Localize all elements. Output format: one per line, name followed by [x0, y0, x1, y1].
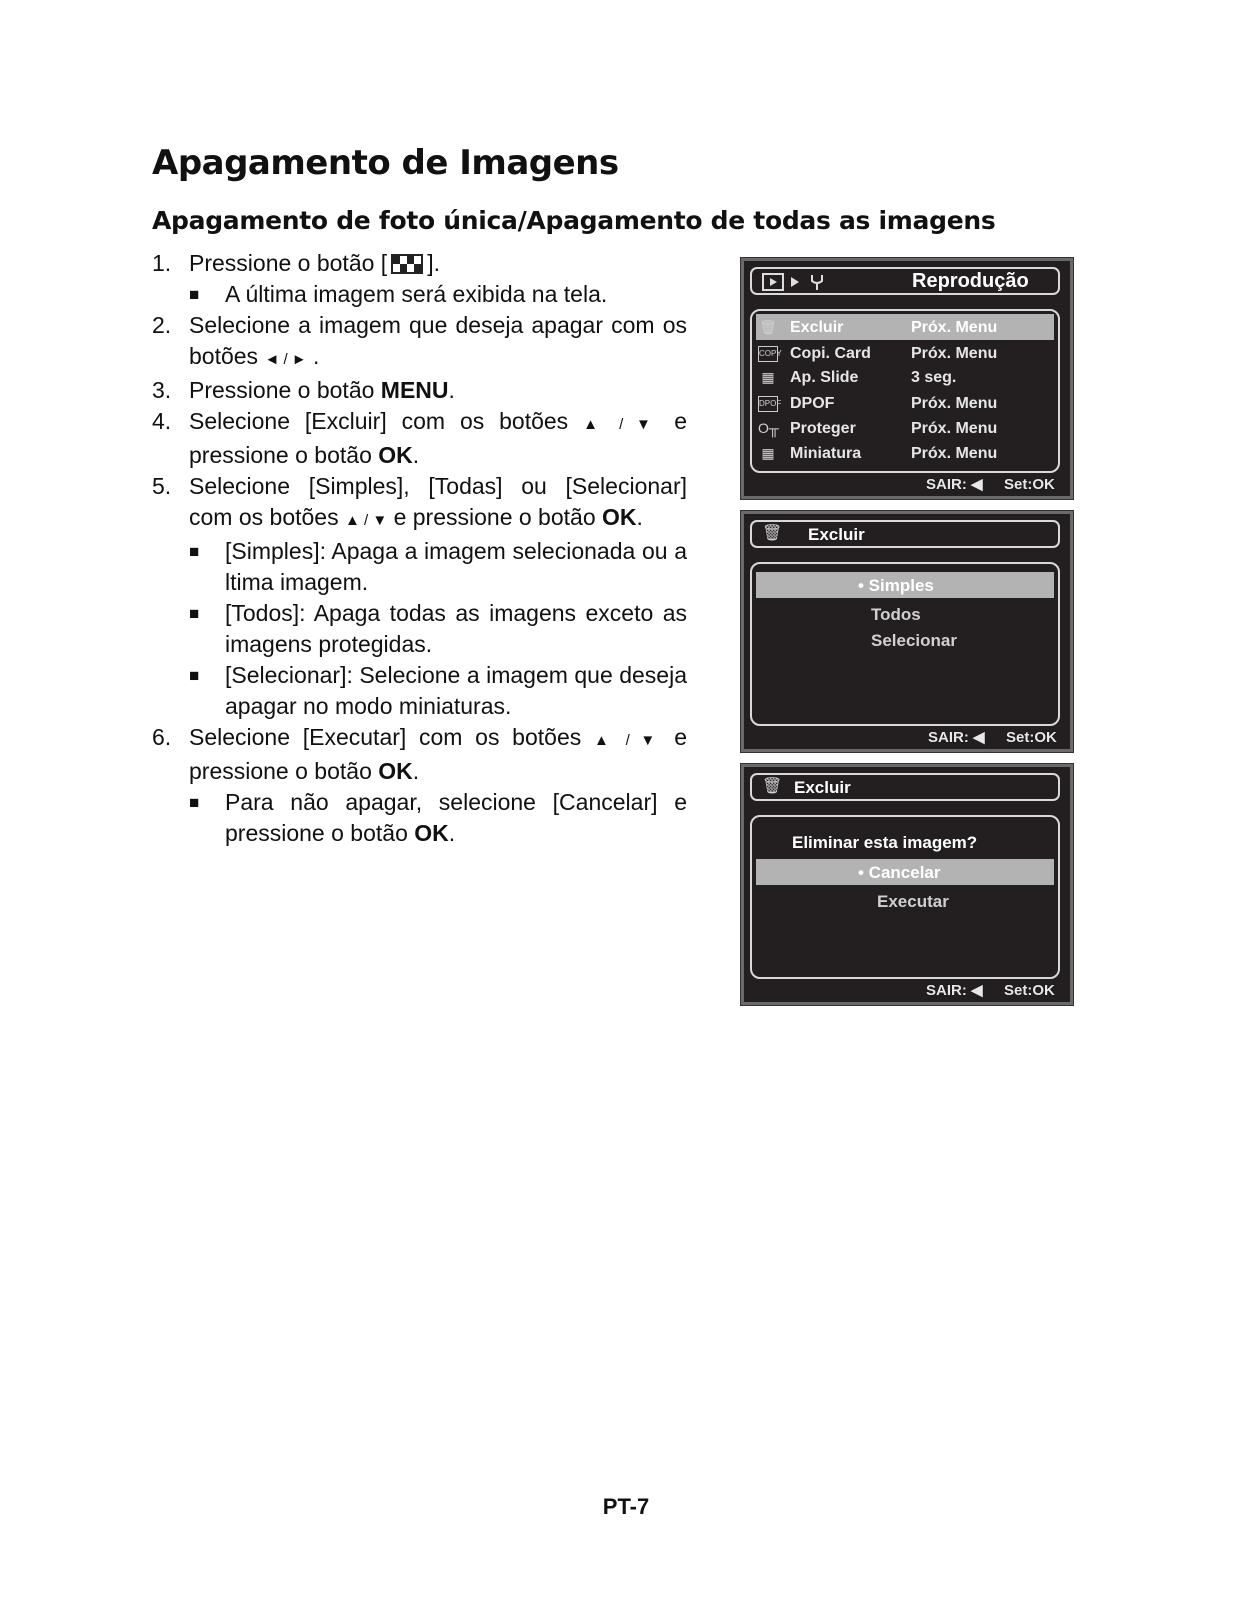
up-down-arrows-icon: ▲ / ▼	[583, 416, 660, 433]
menu-item-value: Próx. Menu	[911, 345, 998, 362]
exit-hint: SAIR:	[928, 729, 969, 746]
step-1: 1. Pressione o botão [ ].	[152, 250, 440, 276]
confirm-panel	[750, 815, 1060, 979]
page-title: Apagamento de Imagens	[152, 143, 619, 183]
step-6: 6. Selecione [Executar] com os botões ▲ / ▼ e pressione o botão OK.	[152, 724, 688, 784]
square-bullet-icon: ■	[189, 285, 200, 304]
option-simples[interactable]: • Simples	[858, 576, 934, 595]
page-number: PT-7	[602, 1494, 650, 1519]
step-2: 2. Selecione a imagem que deseja apagar com os botões ◄ / ► .	[152, 312, 687, 369]
slideshow-icon: ▦	[761, 369, 775, 385]
menu-item-label[interactable]: Ap. Slide	[790, 369, 859, 386]
copy-icon: COPY	[758, 346, 778, 362]
menu-item-label[interactable]: Miniatura	[790, 445, 862, 462]
menu-item-value: Próx. Menu	[911, 395, 998, 412]
option-list	[750, 562, 1060, 726]
dpof-icon: DPOF	[758, 396, 778, 412]
up-down-arrows-icon: ▲ / ▼	[344, 512, 388, 529]
grid-icon: ▦	[761, 445, 775, 461]
step-3: 3. Pressione o botão MENU.	[152, 377, 455, 403]
square-bullet-icon: ■	[189, 666, 200, 685]
menu-item-value: Próx. Menu	[911, 319, 998, 336]
menu-item-label[interactable]: Excluir	[790, 319, 844, 336]
menu-list	[750, 309, 1060, 473]
instruction-list	[152, 248, 687, 849]
menu-item-label[interactable]: Copi. Card	[790, 345, 871, 362]
menu-header	[750, 773, 1060, 801]
square-bullet-icon: ■	[189, 604, 200, 623]
trash-icon: 🗑	[762, 778, 783, 795]
option-executar[interactable]: Executar	[877, 892, 949, 911]
exit-hint: SAIR:	[926, 982, 967, 999]
set-hint: Set:OK	[1004, 982, 1055, 999]
step-5-note-2: ■ [Todos]: Apaga todas as imagens exceto as imagens protegidas.	[189, 598, 687, 660]
confirm-question: Eliminar esta imagem?	[792, 833, 978, 852]
delete-confirm-screen	[740, 763, 1074, 1006]
section-title: Apagamento de foto única/Apagamento de todas as imagens	[152, 206, 996, 235]
step-5-note-3: ■ [Selecionar]: Selecione a imagem que deseja apagar no modo miniaturas.	[189, 660, 687, 722]
option-selecionar[interactable]: Selecionar	[871, 631, 957, 650]
step-1-note: ■ A última imagem será exibida na tela.	[189, 279, 687, 310]
trash-icon: 🗑	[759, 319, 777, 335]
up-down-arrows-icon: ▲ / ▼	[593, 732, 662, 749]
playback-button-icon	[391, 254, 423, 274]
left-arrow-icon: ◀	[973, 729, 985, 746]
menu-item-value: 3 seg.	[911, 369, 957, 386]
menu-item-label[interactable]: DPOF	[790, 395, 835, 412]
step-4: 4. Selecione [Excluir] com os botões ▲ / ▼ e pressione o botão OK.	[152, 408, 688, 468]
left-right-arrows-icon: ◄ / ►	[264, 351, 307, 368]
menu-title: Excluir	[794, 778, 851, 797]
square-bullet-icon: ■	[189, 542, 200, 561]
step-6-note: ■ Para não apagar, selecione [Cancelar] e pressione o botão OK.	[189, 787, 687, 849]
menu-header	[750, 267, 1060, 295]
step-5: 5. Selecione [Simples], [Todas] ou [Selecionar] com os botões ▲ / ▼ e pressione o botão OK.	[152, 473, 687, 530]
menu-title: Reprodução	[912, 270, 1029, 292]
delete-options-screen	[740, 510, 1074, 753]
exit-hint: SAIR:	[926, 476, 967, 493]
menu-header	[750, 520, 1060, 548]
menu-title: Excluir	[808, 525, 865, 544]
key-icon: O╥	[758, 420, 779, 436]
menu-item-value: Próx. Menu	[911, 420, 998, 437]
option-todos[interactable]: Todos	[871, 605, 921, 624]
option-cancelar[interactable]: • Cancelar	[858, 863, 941, 882]
set-hint: Set:OK	[1004, 476, 1055, 493]
square-bullet-icon: ■	[189, 793, 200, 812]
set-hint: Set:OK	[1006, 729, 1057, 746]
menu-item-label[interactable]: Proteger	[790, 420, 856, 437]
trash-icon: 🗑	[762, 525, 783, 542]
left-arrow-icon: ◀	[971, 476, 983, 493]
left-arrow-icon: ◀	[971, 982, 983, 999]
playback-menu-screen	[740, 257, 1074, 500]
menu-item-value: Próx. Menu	[911, 445, 998, 462]
step-5-note-1: ■ [Simples]: Apaga a imagem selecionada ou a ltima imagem.	[189, 536, 687, 598]
playback-setup-tabs-icon	[762, 273, 832, 291]
